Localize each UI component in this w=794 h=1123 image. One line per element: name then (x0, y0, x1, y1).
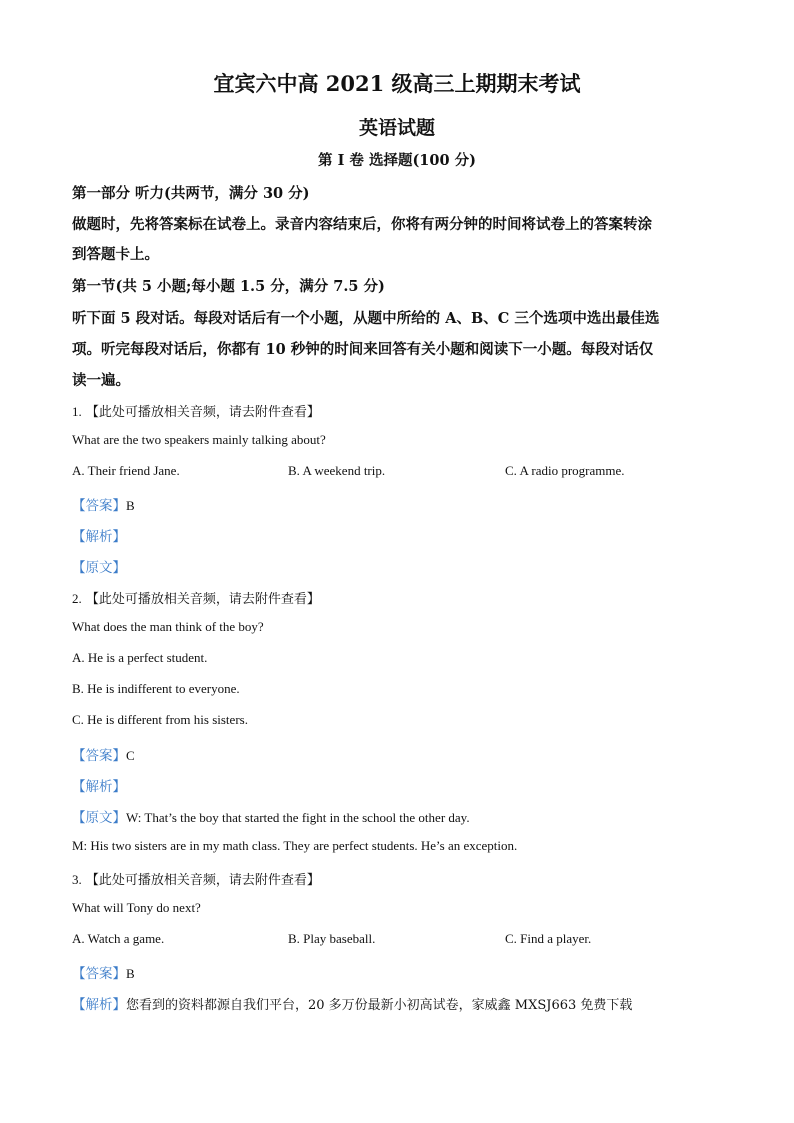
question-2-option-b: B. He is indifferent to everyone. (72, 681, 240, 696)
analysis-label: 【解析】 (72, 997, 126, 1013)
question-2-analysis-label: 【解析】 (72, 779, 126, 795)
question-number: 3. (72, 872, 82, 887)
question-1-option-b: B. A weekend trip. (288, 463, 386, 478)
question-2-stem: What does the man think of the boy? (72, 619, 264, 634)
transcript-label: 【原文】 (72, 810, 126, 826)
question-3-option-c: C. Find a player. (505, 931, 592, 946)
exam-title: 宜宾六中高 2021 级高三上期期末考试 (213, 71, 581, 96)
question-1-answer (72, 494, 135, 514)
question-1-analysis-label: 【解析】 (72, 529, 126, 545)
question-2-header (72, 588, 320, 607)
audio-note-link[interactable]: 【此处可播放相关音频，请去附件查看】 (85, 592, 320, 607)
audio-note-link[interactable]: 【此处可播放相关音频，请去附件查看】 (85, 873, 320, 888)
question-3-analysis (72, 993, 632, 1013)
question-3-option-b: B. Play baseball. (288, 931, 376, 946)
question-number: 2. (72, 591, 82, 606)
question-3-header (72, 869, 320, 888)
question-1-option-c: C. A radio programme. (505, 463, 625, 478)
section1-instruction-line3: 读一遍。 (72, 372, 130, 389)
question-1-transcript-label: 【原文】 (72, 560, 126, 576)
audio-note-link[interactable]: 【此处可播放相关音频，请去附件查看】 (85, 405, 320, 420)
question-1-option-a: A. Their friend Jane. (72, 463, 180, 478)
question-number: 1. (72, 404, 82, 419)
transcript-line: W: That’s the boy that started the fight in the school the other day. (126, 810, 470, 825)
question-3-option-a: A. Watch a game. (72, 931, 165, 946)
answer-value: B (126, 498, 135, 513)
question-1-stem: What are the two speakers mainly talking about? (72, 432, 326, 447)
question-2-option-c: C. He is different from his sisters. (72, 712, 248, 727)
question-3-stem: What will Tony do next? (72, 900, 201, 915)
answer-value: B (126, 966, 135, 981)
volume-heading: 第 I 卷 选择题(100 分) (318, 152, 476, 169)
answer-label: 【答案】 (72, 966, 126, 982)
question-2-transcript (72, 806, 470, 826)
question-3-answer (72, 962, 135, 982)
part1-instruction-line1: 做题时，先将答案标在试卷上。录音内容结束后，你将有两分钟的时间将试卷上的答案转涂 (72, 216, 652, 233)
answer-value: C (126, 748, 135, 763)
part1-instruction-line2: 到答题卡上。 (72, 246, 159, 263)
subject-title: 英语试题 (358, 117, 435, 139)
question-2-option-a: A. He is a perfect student. (72, 650, 208, 665)
question-1-header (72, 401, 320, 420)
answer-label: 【答案】 (72, 498, 126, 514)
answer-label: 【答案】 (72, 748, 126, 764)
part1-heading: 第一部分 听力(共两节，满分 30 分) (72, 185, 310, 202)
section1-instruction-line1: 听下面 5 段对话。每段对话后有一个小题，从题中所给的 A、B、C 三个选项中选出最佳选 (72, 310, 660, 327)
section1-instruction-line2: 项。听完每段对话后，你都有 10 秒钟的时间来回答有关小题和阅读下一小题。每段对话仅 (72, 341, 654, 358)
question-2-answer (72, 744, 135, 764)
section1-heading: 第一节(共 5 小题;每小题 1.5 分，满分 7.5 分) (72, 278, 385, 295)
question-2-transcript-line2: M: His two sisters are in my math class. They are perfect students. He’s an exception. (72, 838, 518, 853)
analysis-text: 您看到的资料都源自我们平台，20 多万份最新小初高试卷，家威鑫 MXSJ663 免费下载 (126, 998, 633, 1013)
